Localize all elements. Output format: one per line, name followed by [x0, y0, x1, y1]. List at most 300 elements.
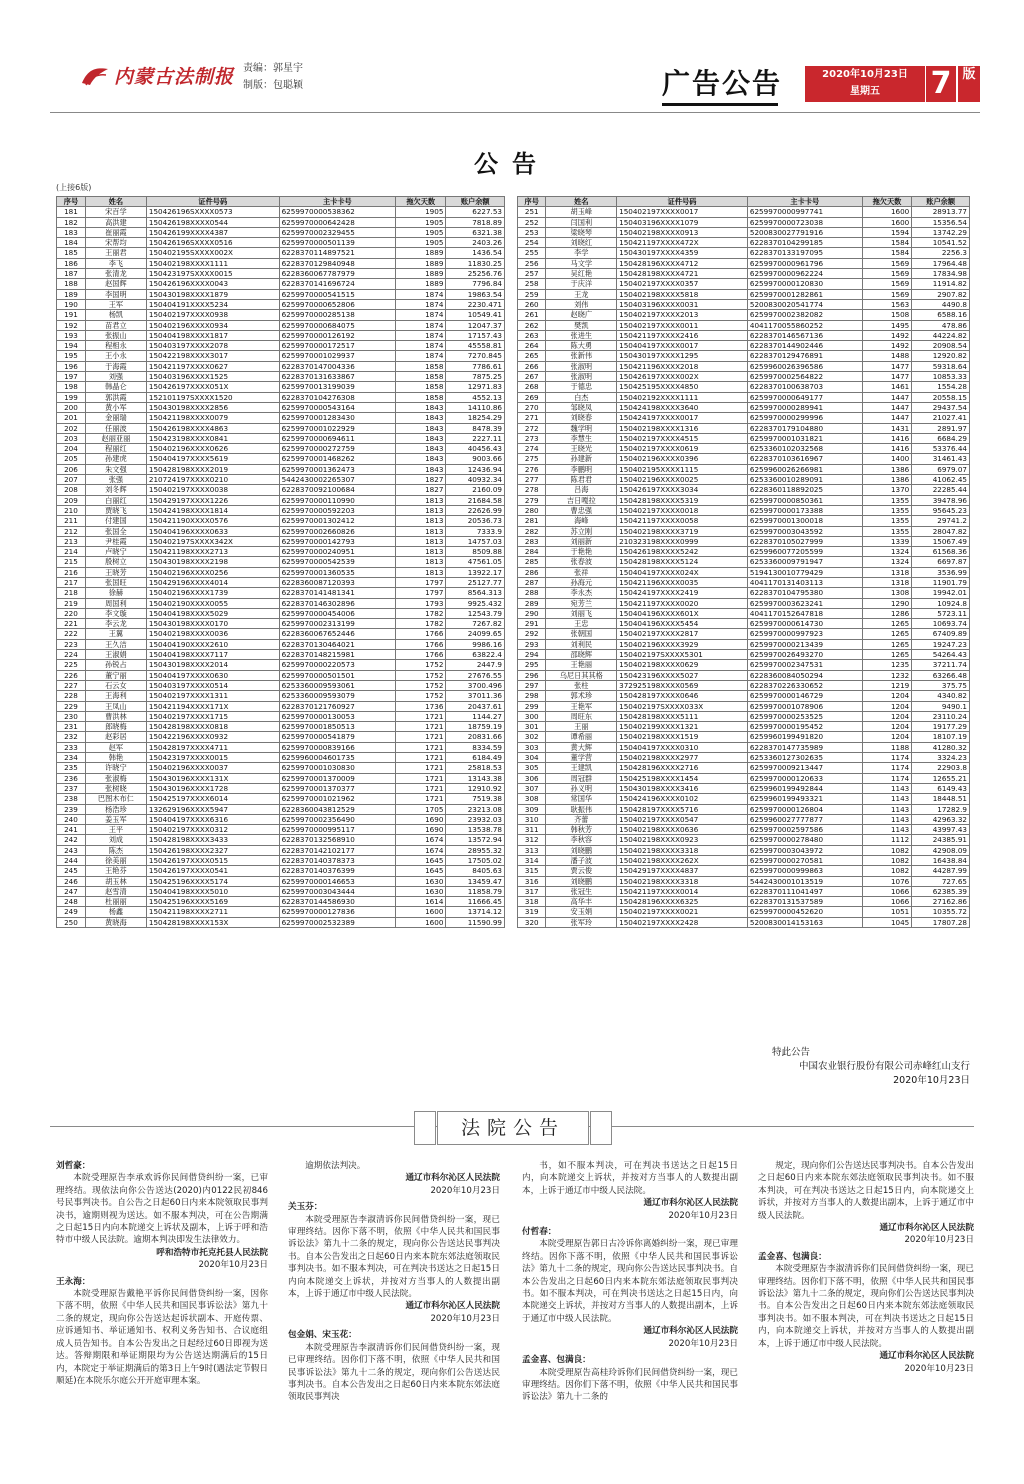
table-cell: 284 [518, 547, 546, 557]
table-cell: 230 [57, 711, 86, 721]
col-header: 拖欠天数 [862, 197, 912, 207]
table-cell: 13459.47 [446, 876, 505, 886]
table-cell: 256 [518, 258, 546, 268]
table-cell: 258 [518, 279, 546, 289]
table-cell: 6259960026266981 [747, 464, 862, 474]
case-body: 规定，现向你们公告送达民事判决书。自本公告发出之日起60日内来本院东郊法庭领取民事判决书。如不服本判决，可在判决书送达之日起15日内，向本院递交上诉状，并按对方当事人的人数提出副本，上诉于通辽市中级人民法院。 [758, 1161, 974, 1221]
table-cell: 150426197XXXX0541 [146, 866, 279, 876]
case-recipient: 孟金喜、包满良： [758, 1251, 827, 1262]
table-cell: 6259970000146653 [279, 876, 395, 886]
table-row [57, 783, 505, 793]
table-cell: 陈君君 [546, 475, 617, 485]
table-cell: 244 [57, 856, 86, 866]
table-cell: 6259960077205599 [747, 547, 862, 557]
table-cell: 1447 [862, 392, 912, 402]
table-cell: 150430198XXXX0170 [146, 619, 279, 629]
table-cell: 黄晓海 [85, 917, 146, 927]
table-cell: 8564.313 [446, 588, 505, 598]
table-cell: 齐蕾 [546, 814, 617, 824]
table-header-row [518, 197, 970, 207]
table-cell: 43997.43 [912, 825, 970, 835]
table-cell: 4490.8 [912, 299, 970, 309]
table-cell: 304 [518, 753, 546, 763]
table-cell: 1813 [396, 505, 446, 515]
table-cell: 18107.19 [912, 732, 970, 742]
table-cell: 150404196XXXX601X [617, 608, 748, 618]
table-cell: 312 [518, 835, 546, 845]
table-row [57, 722, 505, 732]
table-row [518, 711, 970, 721]
table-cell: 204 [57, 444, 86, 454]
table-cell: 李学 [546, 248, 617, 258]
table-cell: 1492 [862, 330, 912, 340]
table-cell: 1752 [396, 691, 446, 701]
col-header: 主卡卡号 [279, 197, 395, 207]
table-cell: 1219 [862, 680, 912, 690]
table-row [57, 238, 505, 248]
table-cell: 275 [518, 454, 546, 464]
table-cell: 1400 [862, 454, 912, 464]
table-cell: 319 [518, 907, 546, 917]
table-cell: 150426198XXXX5242 [617, 547, 748, 557]
table-cell: 1905 [396, 207, 446, 217]
table-cell: 6259970000652806 [279, 299, 395, 309]
table-cell: 6259970000501139 [279, 238, 395, 248]
table-cell: 6259970000962224 [747, 269, 862, 279]
table-cell: 297 [518, 680, 546, 690]
table-cell: 6259970000120830 [747, 279, 862, 289]
table-cell: 张国全 [85, 526, 146, 536]
table-cell: 白杰 [546, 392, 617, 402]
table-cell: 6259970002532389 [279, 917, 395, 927]
table-cell: 150403196XXXX1079 [617, 217, 748, 227]
table-cell: 5200830014153163 [747, 917, 862, 927]
table-cell: 1721 [396, 732, 446, 742]
table-row [518, 753, 970, 763]
table-cell: 刘利民 [546, 639, 617, 649]
table-cell: 1045 [862, 917, 912, 927]
table-cell: 6259970000592203 [279, 505, 395, 515]
col-header: 证件号码 [617, 197, 748, 207]
table-cell: 6228370144586930 [279, 897, 395, 907]
table-cell: 6259970000130053 [279, 711, 395, 721]
table-cell: 1370 [862, 485, 912, 495]
table-cell: 刘丽飞 [546, 608, 617, 618]
table-cell: 6259970000142793 [279, 536, 395, 546]
issue-date: 2020年10月23日 [822, 69, 908, 80]
table-row [518, 825, 970, 835]
table-cell: 张清龙 [85, 269, 146, 279]
table-cell: 6228370130464021 [279, 639, 395, 649]
col-header: 主卡卡号 [747, 197, 862, 207]
table-cell: 6228360087120393 [279, 577, 395, 587]
table-cell: 王忠 [546, 619, 617, 629]
table-cell: 17505.02 [446, 856, 505, 866]
col-header: 拖欠天数 [396, 197, 446, 207]
table-cell: 2907.82 [912, 289, 970, 299]
table-cell: 188 [57, 279, 86, 289]
table-cell: 150426196SXXXX0573 [146, 207, 279, 217]
table-cell: 150404196XXXX5454 [617, 619, 748, 629]
table-row [57, 794, 505, 804]
table-cell: 1905 [396, 238, 446, 248]
table-cell: 150402197XXXX2428 [617, 917, 748, 927]
table-cell: 6259970000270581 [747, 856, 862, 866]
table-cell: 1905 [396, 227, 446, 237]
table-cell: 1290 [862, 598, 912, 608]
table-cell: 150428196XXXX2716 [617, 763, 748, 773]
table-cell: 1614 [396, 897, 446, 907]
table-row [518, 567, 970, 577]
table-cell: 295 [518, 660, 546, 670]
table-cell: 11830.25 [446, 258, 505, 268]
table-row [57, 588, 505, 598]
table-cell: 67409.89 [912, 629, 970, 639]
table-cell: 150429197XXXX1226 [146, 495, 279, 505]
table-cell: 150403197XXXX0514 [146, 680, 279, 690]
table-cell: 203 [57, 433, 86, 443]
table-cell: 14757.03 [446, 536, 505, 546]
table-cell: 247 [57, 886, 86, 896]
table-row [518, 670, 970, 680]
table-cell: 6259970000240951 [279, 547, 395, 557]
table-cell: 1858 [396, 361, 446, 371]
table-cell: 6228360084050294 [747, 670, 862, 680]
court-column-4 [758, 1160, 974, 1379]
table-cell: 王翼 [85, 629, 146, 639]
table-cell: 耿振伟 [546, 804, 617, 814]
table-cell: 150430198XXXX1879 [146, 289, 279, 299]
table-cell: 高洪建 [85, 217, 146, 227]
table-cell: 周旺东 [546, 711, 617, 721]
table-cell: 1416 [862, 444, 912, 454]
table-cell: 1204 [862, 691, 912, 701]
table-row [518, 876, 970, 886]
table-row [518, 258, 970, 268]
table-cell: 1112 [862, 835, 912, 845]
table-cell: 1874 [396, 351, 446, 361]
table-cell: 19863.54 [446, 289, 505, 299]
table-cell: 2447.9 [446, 660, 505, 670]
table-cell: 150430197XXXX4359 [617, 248, 748, 258]
table-cell: 张国旺 [85, 577, 146, 587]
table-cell: 257 [518, 269, 546, 279]
table-cell: 周冠群 [546, 773, 617, 783]
table-cell: 胡玉峰 [546, 207, 617, 217]
table-row [518, 660, 970, 670]
table-cell: 郎晓梅 [85, 722, 146, 732]
table-cell: 1721 [396, 794, 446, 804]
table-cell: 6259970000694611 [279, 433, 395, 443]
table-cell: 210724197XXXX0210 [146, 475, 279, 485]
table-cell: 150428198XXXX0818 [146, 722, 279, 732]
table-cell: 6259970002313199 [279, 619, 395, 629]
table-cell: 2256.3 [912, 248, 970, 258]
table-cell: 崔丽霞 [85, 227, 146, 237]
table-row [57, 526, 505, 536]
table-row [57, 227, 505, 237]
table-cell: 6259970000649177 [747, 392, 862, 402]
table-cell: 6259970000289941 [747, 402, 862, 412]
table-cell: 1235 [862, 660, 912, 670]
table-cell: 孙锐占 [85, 660, 146, 670]
table-row [57, 217, 505, 227]
table-cell: 7786.61 [446, 361, 505, 371]
table-cell: 63266.48 [912, 670, 970, 680]
table-cell: 1797 [396, 577, 446, 587]
table-cell: 4340.82 [912, 691, 970, 701]
table-cell: 3324.23 [912, 753, 970, 763]
table-row [57, 464, 505, 474]
table-cell: 132629196XXXX5947 [146, 804, 279, 814]
table-cell: 301 [518, 722, 546, 732]
table-row [57, 856, 505, 866]
table-cell: 150422196XXXX0932 [146, 732, 279, 742]
table-row [518, 330, 970, 340]
table-cell: 9490.1 [912, 701, 970, 711]
table-cell: 150421196XXXX0035 [617, 577, 748, 587]
table-row [518, 577, 970, 587]
table-cell: 1204 [862, 732, 912, 742]
table-cell: 210 [57, 505, 86, 515]
table-row [518, 732, 970, 742]
table-cell: 6259970000452620 [747, 907, 862, 917]
table-cell: 150402197XXXX1311 [146, 691, 279, 701]
table-cell: 8509.88 [446, 547, 505, 557]
table-row [57, 639, 505, 649]
table-cell: 41062.45 [912, 475, 970, 485]
table-cell: 王丽 [546, 722, 617, 732]
table-row [518, 227, 970, 237]
table-cell: 42963.32 [912, 814, 970, 824]
table-cell: 郭洪霞 [85, 392, 146, 402]
table-cell: 6259970009213447 [747, 763, 862, 773]
table-cell: 1905 [396, 217, 446, 227]
table-row [57, 413, 505, 423]
table-cell: 张树晓 [85, 783, 146, 793]
table-cell: 1645 [396, 866, 446, 876]
table-cell: 李飞 [85, 258, 146, 268]
table-row [57, 505, 505, 515]
table-cell: 7875.25 [446, 372, 505, 382]
table-cell: 张新伟 [546, 351, 617, 361]
table-cell: 1143 [862, 804, 912, 814]
table-cell: 赵雪清 [85, 886, 146, 896]
table-cell: 刘伟 [546, 299, 617, 309]
table-row [57, 917, 505, 927]
table-cell: 315 [518, 866, 546, 876]
table-cell: 1674 [396, 845, 446, 855]
table-cell: 150402197XXXX0017 [617, 207, 748, 217]
table-cell: 150421197XXXX0014 [617, 886, 748, 896]
table-cell: 黄小军 [85, 402, 146, 412]
table-cell: 150404190XXXX2610 [146, 639, 279, 649]
table-row [57, 258, 505, 268]
notice-table-left [56, 196, 505, 928]
table-cell: 周国利 [85, 598, 146, 608]
table-cell: 727.65 [912, 876, 970, 886]
table-cell: 郭术珍 [546, 691, 617, 701]
table-cell: 150428198XXXX153X [146, 917, 279, 927]
table-cell: 1766 [396, 629, 446, 639]
table-cell: 150426198XXXX0544 [146, 217, 279, 227]
table-cell: 魏学明 [546, 423, 617, 433]
table-cell: 15067.49 [912, 536, 970, 546]
table-cell: 樊凯 [546, 320, 617, 330]
table-cell: 24099.65 [446, 629, 505, 639]
table-cell: 217 [57, 577, 86, 587]
table-cell: 1858 [396, 372, 446, 382]
table-cell: 264 [518, 341, 546, 351]
table-cell: 张淑明 [546, 372, 617, 382]
col-header: 序号 [57, 197, 86, 207]
table-cell: 1721 [396, 742, 446, 752]
table-cell: 1508 [862, 310, 912, 320]
table-cell: 6259970000285138 [279, 310, 395, 320]
table-cell: 王凤山 [85, 701, 146, 711]
table-row [518, 680, 970, 690]
table-cell: 李文璇 [85, 608, 146, 618]
table-cell: 于海霞 [85, 361, 146, 371]
table-cell: 张进生 [546, 330, 617, 340]
table-cell: 2227.11 [446, 433, 505, 443]
table-cell: 150402192XXXX1111 [617, 392, 748, 402]
table-cell: 1889 [396, 269, 446, 279]
table-cell: 150402198XXXX3719 [617, 526, 748, 536]
table-cell: 王海利 [85, 691, 146, 701]
table-cell: 王龙 [546, 289, 617, 299]
table-cell: 1324 [862, 557, 912, 567]
table-cell: 王晓芳 [85, 567, 146, 577]
table-cell: 150404198XXXX5029 [146, 608, 279, 618]
table-cell: 6259970000997741 [747, 207, 862, 217]
table-cell: 1797 [396, 588, 446, 598]
table-cell: 150430197XXXX1295 [617, 351, 748, 361]
table-cell: 285 [518, 557, 546, 567]
table-cell: 239 [57, 804, 86, 814]
table-cell: 5442430001013519 [747, 876, 862, 886]
table-cell: 195 [57, 351, 86, 361]
table-row [518, 773, 970, 783]
table-cell: 281 [518, 516, 546, 526]
table-row [518, 763, 970, 773]
table-cell: 马文学 [546, 258, 617, 268]
table-cell: 6259970000850361 [747, 495, 862, 505]
table-cell: 229 [57, 701, 86, 711]
table-cell: 237 [57, 783, 86, 793]
table-cell: 207 [57, 475, 86, 485]
table-cell: 320 [518, 917, 546, 927]
table-row [518, 392, 970, 402]
table-cell: 313 [518, 845, 546, 855]
table-cell: 12655.21 [912, 773, 970, 783]
signature-line-1: 特此公告 [772, 1047, 811, 1058]
table-cell: 张强 [85, 475, 146, 485]
table-row [57, 897, 505, 907]
table-cell: 47561.05 [446, 557, 505, 567]
table-cell: 249 [57, 907, 86, 917]
table-row [57, 577, 505, 587]
table-cell: 梁晓琴 [546, 227, 617, 237]
table-row [518, 413, 970, 423]
table-cell: 1286 [862, 608, 912, 618]
table-cell: 255 [518, 248, 546, 258]
table-cell: 1569 [862, 279, 912, 289]
masthead-rule [50, 112, 980, 113]
table-cell: 6228360043812529 [279, 804, 395, 814]
table-cell: 6253360102032568 [747, 444, 862, 454]
table-cell: 王久洁 [85, 639, 146, 649]
table-cell: 石云女 [85, 680, 146, 690]
table-cell: 1782 [396, 619, 446, 629]
table-cell: 杨凯 [85, 310, 146, 320]
table-cell: 283 [518, 536, 546, 546]
table-cell: 27162.86 [912, 897, 970, 907]
table-cell: 6259970000839166 [279, 742, 395, 752]
case-recipient: 孟金喜、包满良： [522, 1355, 591, 1366]
table-cell: 223 [57, 639, 86, 649]
table-row [518, 557, 970, 567]
table-cell: 3536.99 [912, 567, 970, 577]
court-case [56, 1276, 268, 1388]
table-row [57, 763, 505, 773]
table-cell: 185 [57, 248, 86, 258]
table-row [518, 804, 970, 814]
table-cell: 212 [57, 526, 86, 536]
table-cell: 1813 [396, 557, 446, 567]
table-cell: 299 [518, 701, 546, 711]
table-cell: 1600 [396, 917, 446, 927]
table-cell: 10924.8 [912, 598, 970, 608]
table-row [518, 835, 970, 845]
table-cell: 150421198XXXX2711 [146, 907, 279, 917]
table-cell: 242 [57, 835, 86, 845]
table-cell: 6259970001850513 [279, 722, 395, 732]
table-cell: 12910.92 [446, 783, 505, 793]
table-cell: 6228370141696724 [279, 279, 395, 289]
table-cell: 1813 [396, 547, 446, 557]
table-cell: 6259970001022929 [279, 423, 395, 433]
table-cell: 150404191XXXX5234 [146, 299, 279, 309]
table-cell: 150404197XXXX6316 [146, 814, 279, 824]
table-cell: 23110.24 [912, 711, 970, 721]
table-cell: 17157.43 [446, 330, 505, 340]
table-cell: 1447 [862, 402, 912, 412]
table-cell: 6259970000272759 [279, 444, 395, 454]
table-cell: 150403196XXXX0031 [617, 299, 748, 309]
table-cell: 211 [57, 516, 86, 526]
table-cell: 202 [57, 423, 86, 433]
table-cell: 478.86 [912, 320, 970, 330]
table-cell: 303 [518, 742, 546, 752]
case-body: 书，如不服本判决，可在判决书送达之日起15日内，向本院递交上诉状，并按对方当事人的人数提出副本，上诉于通辽市中级人民法院。 [522, 1161, 738, 1196]
table-cell: 282 [518, 526, 546, 536]
table-cell: 150402197XXXX0938 [146, 310, 279, 320]
table-cell: 1889 [396, 248, 446, 258]
table-cell: 19177.29 [912, 722, 970, 732]
table-cell: 6259970002660826 [279, 526, 395, 536]
table-row [518, 217, 970, 227]
table-cell: 刘晓鹏 [546, 845, 617, 855]
table-cell: 卢晓宁 [85, 547, 146, 557]
table-cell: 63822.4 [446, 650, 505, 660]
table-row [57, 804, 505, 814]
case-court: 通辽市科尔沁区人民法院 [643, 1326, 738, 1337]
table-cell: 6259970002382082 [747, 310, 862, 320]
table-cell: 1066 [862, 897, 912, 907]
table-cell: 6259970002564822 [747, 372, 862, 382]
table-cell: 28047.82 [912, 526, 970, 536]
